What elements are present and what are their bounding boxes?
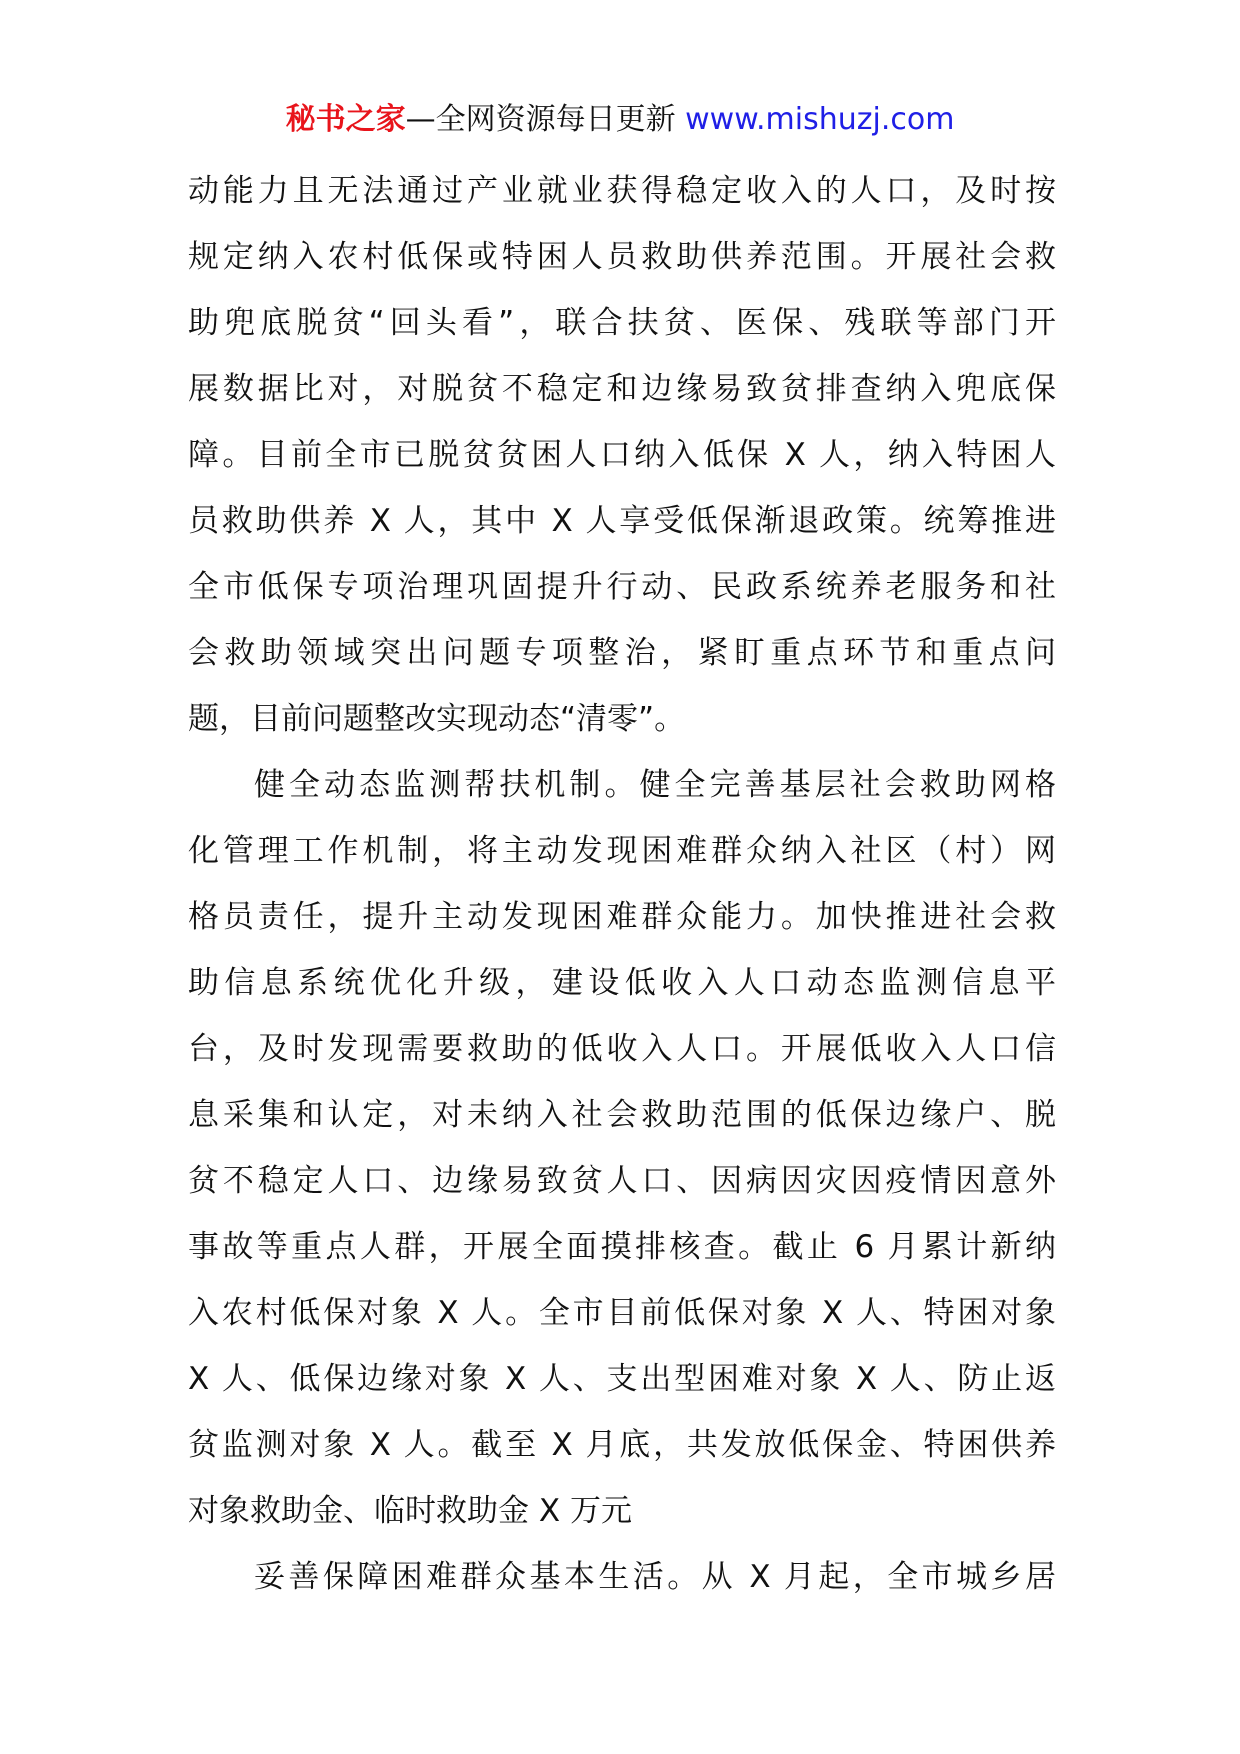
document-body bbox=[188, 158, 1056, 1610]
paragraph-start-line: 妥善保障困难群众基本生活。从 X 月起，全市城乡居 bbox=[254, 1559, 1056, 1595]
text-line: 动能力且无法通过产业就业获得稳定收入的人口，及时按 bbox=[188, 173, 1056, 209]
text-line: X 人、低保边缘对象 X 人、支出型困难对象 X 人、防止返 bbox=[188, 1361, 1056, 1397]
site-url-link[interactable]: www.mishuzj.com bbox=[685, 102, 955, 137]
text-line: 事故等重点人群，开展全面摸排核查。截止 6 月累计新纳 bbox=[188, 1229, 1056, 1265]
text-line: 题，目前问题整改实现动态“清零”。 bbox=[188, 701, 686, 737]
text-line: 贫监测对象 X 人。截至 X 月底，共发放低保金、特困供养 bbox=[188, 1427, 1056, 1463]
text-line: 格员责任，提升主动发现困难群众能力。加快推进社会救 bbox=[188, 899, 1056, 935]
paragraph-start-line: 健全动态监测帮扶机制。健全完善基层社会救助网格 bbox=[254, 767, 1056, 803]
text-line: 障。目前全市已脱贫贫困人口纳入低保 X 人，纳入特困人 bbox=[188, 437, 1056, 473]
text-line: 入农村低保对象 X 人。全市目前低保对象 X 人、特困对象 bbox=[188, 1295, 1056, 1331]
header-tagline: —全网资源每日更新 bbox=[405, 102, 676, 137]
text-line: 助兜底脱贫“回头看”，联合扶贫、医保、残联等部门开 bbox=[188, 305, 1056, 341]
text-line: 全市低保专项治理巩固提升行动、民政系统养老服务和社 bbox=[188, 569, 1056, 605]
text-line: 员救助供养 X 人，其中 X 人享受低保渐退政策。统筹推进 bbox=[188, 503, 1056, 539]
text-line: 息采集和认定，对未纳入社会救助范围的低保边缘户、脱 bbox=[188, 1097, 1056, 1133]
brand-name: 秘书之家 bbox=[285, 102, 406, 137]
text-line: 对象救助金、临时救助金 X 万元 bbox=[188, 1493, 632, 1529]
text-line: 规定纳入农村低保或特困人员救助供养范围。开展社会救 bbox=[188, 239, 1056, 275]
text-line: 台，及时发现需要救助的低收入人口。开展低收入人口信 bbox=[188, 1031, 1056, 1067]
text-line: 会救助领域突出问题专项整治，紧盯重点环节和重点问 bbox=[188, 635, 1056, 671]
text-line: 展数据比对，对脱贫不稳定和边缘易致贫排查纳入兜底保 bbox=[188, 371, 1056, 407]
text-line: 化管理工作机制，将主动发现困难群众纳入社区（村）网 bbox=[188, 833, 1056, 869]
site-header bbox=[0, 100, 1240, 140]
text-line: 贫不稳定人口、边缘易致贫人口、因病因灾因疫情因意外 bbox=[188, 1163, 1056, 1199]
text-line: 助信息系统优化升级，建设低收入人口动态监测信息平 bbox=[188, 965, 1056, 1001]
